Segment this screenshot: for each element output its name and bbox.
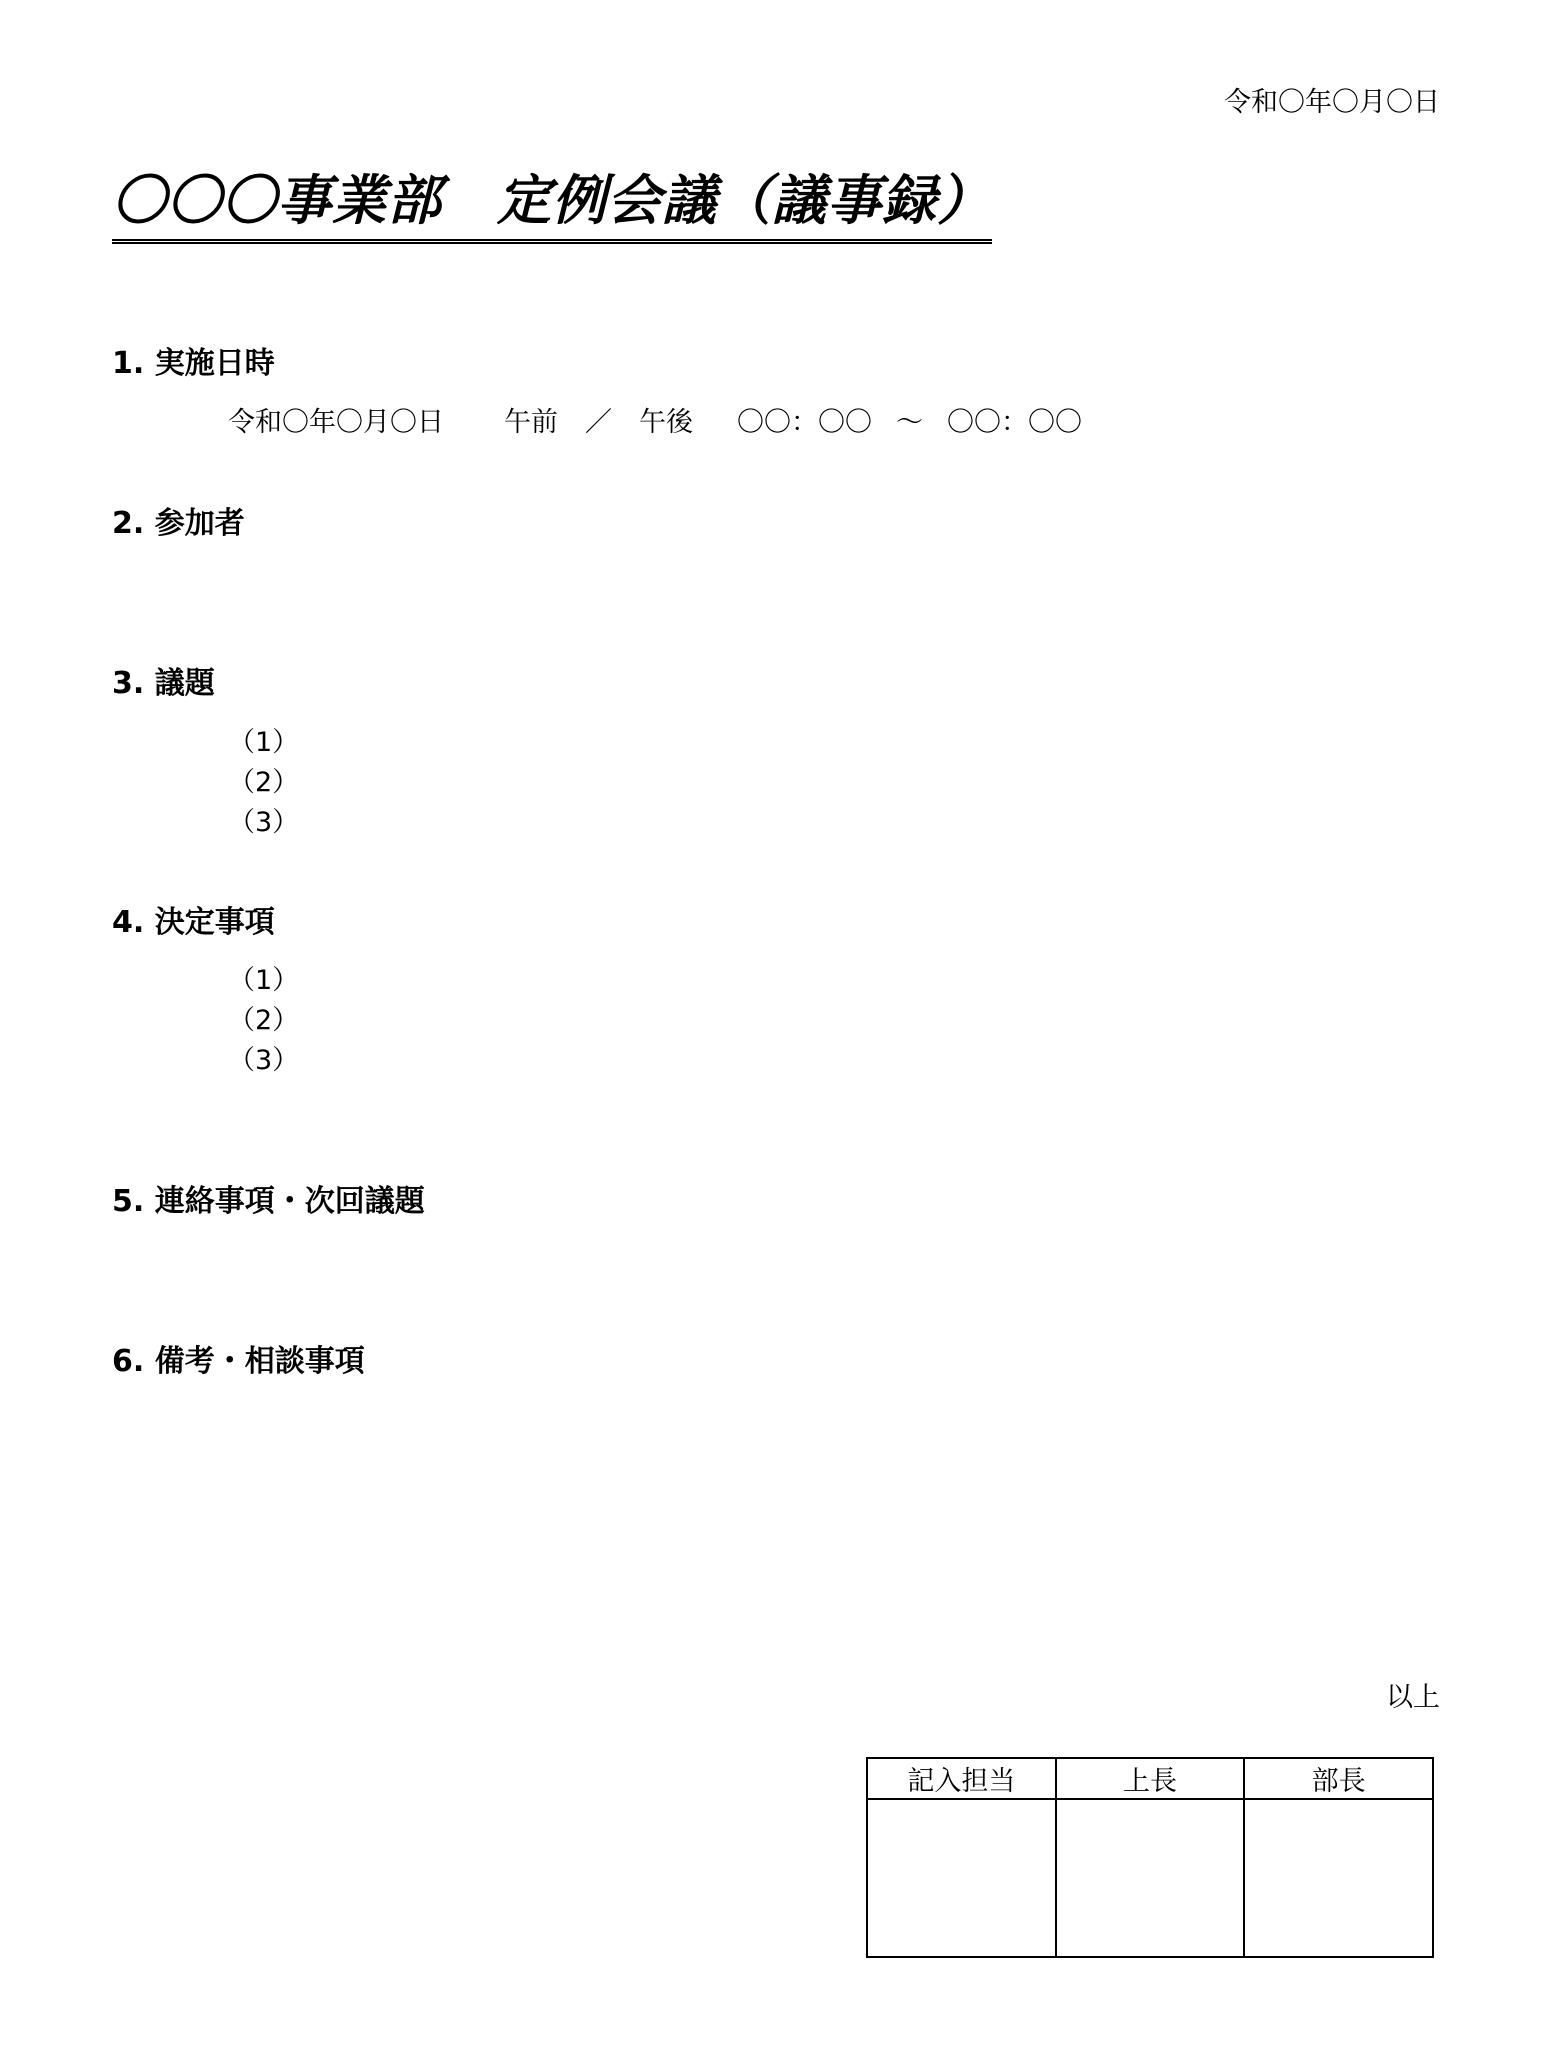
approval-header-row bbox=[867, 1758, 1433, 1799]
schedule-start-time: 〇〇：〇〇 bbox=[737, 407, 872, 438]
schedule-tilde: ～ bbox=[896, 407, 923, 438]
approval-header-supervisor: 上長 bbox=[1056, 1758, 1245, 1799]
approval-stamp-row bbox=[867, 1799, 1433, 1957]
agenda-item: （1） bbox=[228, 727, 300, 758]
decision-item: （1） bbox=[228, 965, 300, 996]
agenda-item: （3） bbox=[228, 807, 300, 838]
approval-header-manager: 部長 bbox=[1244, 1758, 1433, 1799]
schedule-date: 令和〇年〇月〇日 bbox=[228, 407, 444, 438]
section-heading-participants: 2. 参加者 bbox=[112, 506, 245, 541]
agenda-item: （2） bbox=[228, 767, 300, 798]
decision-item: （3） bbox=[228, 1045, 300, 1076]
section-heading-agenda: 3. 議題 bbox=[112, 666, 215, 701]
document-date: 令和〇年〇月〇日 bbox=[1224, 87, 1440, 118]
section-heading-notices: 5. 連絡事項・次回議題 bbox=[112, 1184, 425, 1219]
schedule-ampm: 午前 ／ 午後 bbox=[504, 407, 693, 438]
closing-text: 以上 bbox=[1386, 1682, 1440, 1713]
stamp-box-manager bbox=[1244, 1799, 1433, 1957]
section-heading-remarks: 6. 備考・相談事項 bbox=[112, 1344, 365, 1379]
section-heading-datetime: 1. 実施日時 bbox=[112, 346, 275, 381]
schedule-line bbox=[228, 400, 1082, 439]
approval-header-recorder: 記入担当 bbox=[867, 1758, 1056, 1799]
approval-stamp-table bbox=[866, 1757, 1434, 1958]
stamp-box-supervisor bbox=[1056, 1799, 1245, 1957]
page-title: 〇〇〇事業部 定例会議（議事録） bbox=[112, 158, 992, 244]
stamp-box-recorder bbox=[867, 1799, 1056, 1957]
section-heading-decisions: 4. 決定事項 bbox=[112, 905, 275, 940]
decision-item: （2） bbox=[228, 1005, 300, 1036]
schedule-end-time: 〇〇：〇〇 bbox=[947, 407, 1082, 438]
